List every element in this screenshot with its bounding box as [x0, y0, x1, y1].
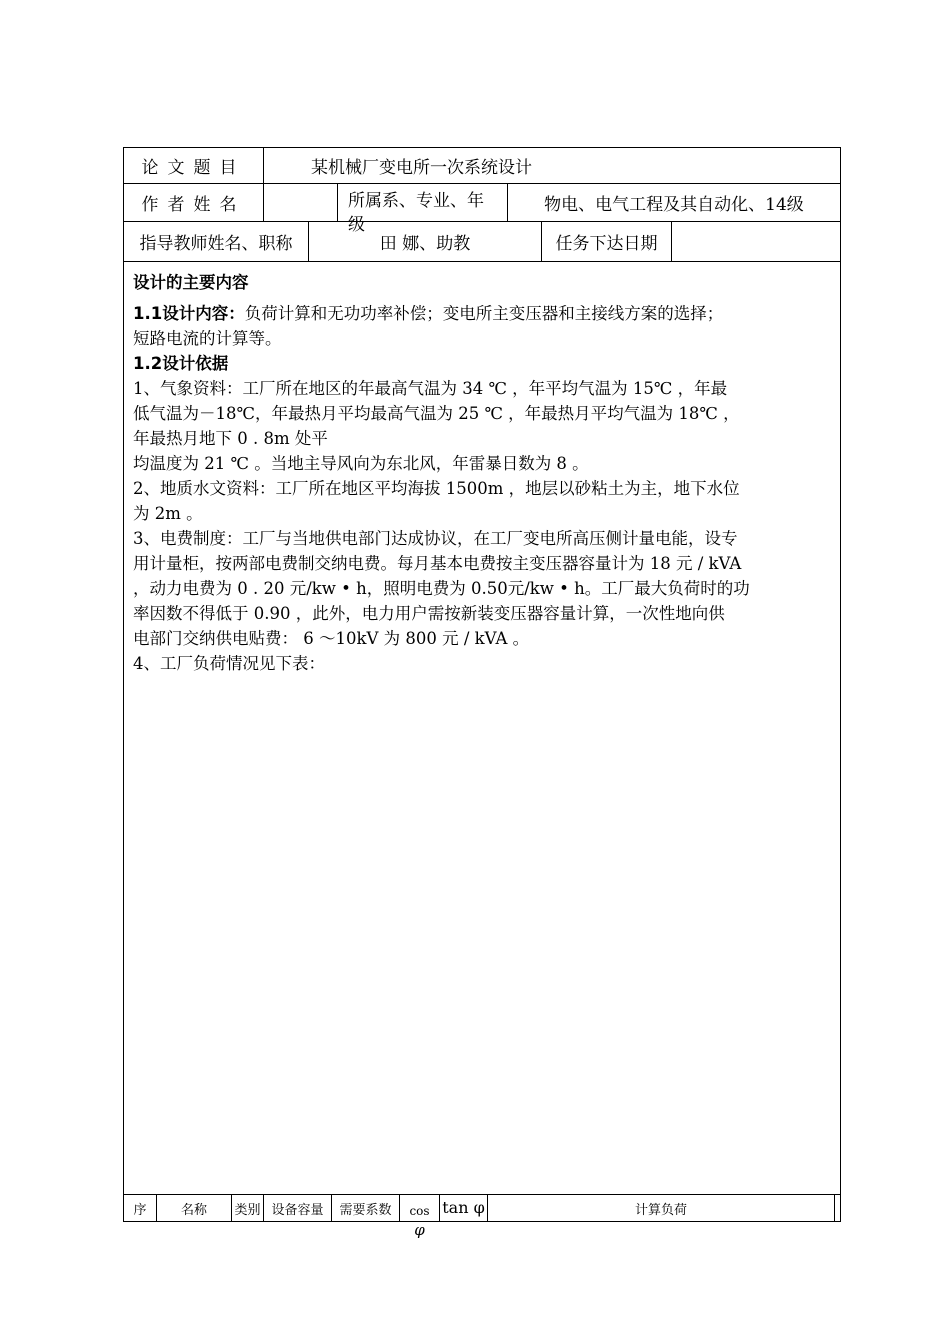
- dept-value-text: 物电、电气工程及其自动化、14级: [544, 195, 804, 215]
- climate-line-1: 1、气象资料：工厂所在地区的年最高气温为 34 ℃ ，年平均气温为 15℃ ，年最: [133, 379, 728, 398]
- load-col-capacity: [264, 1195, 331, 1221]
- load-col-demand-text: 需要系数: [339, 1202, 392, 1218]
- section-1-2-title: 1.2设计依据: [133, 354, 229, 373]
- geology-line-2: 为 2m 。: [133, 504, 203, 523]
- load-col-tan: [440, 1195, 487, 1219]
- advisor-label: [124, 222, 308, 261]
- geology-line-1: 2、地质水文资料：工厂所在地区平均海拔 1500m ，地层以砂粘土为主，地下水位: [133, 479, 740, 498]
- author-value: [264, 184, 337, 221]
- table-border-right: [840, 147, 841, 1222]
- author-label: [124, 184, 263, 221]
- load-col-demand: [332, 1195, 399, 1221]
- load-table-col-divider: [834, 1194, 835, 1221]
- tariff-line-2: 用计量柜，按两部电费制交纳电费。每月基本电费按主变压器容量计为 18 元 / kVA: [133, 554, 742, 573]
- table-row-divider: [123, 261, 841, 262]
- tariff-line-1: 3、电费制度：工厂与当地供电部门达成协议，在工厂变电所高压侧计量电能，设专: [133, 529, 738, 548]
- dept-label: [338, 184, 507, 235]
- load-col-capacity-text: 设备容量: [271, 1202, 324, 1218]
- load-col-cos-phi-text: φ: [414, 1221, 425, 1239]
- thesis-title-label-text: 论文题目: [141, 158, 246, 178]
- climate-line-3: 年最热月地下 0 . 8m 处平: [133, 429, 328, 448]
- load-intro-line: 4、工厂负荷情况见下表：: [133, 654, 325, 673]
- dept-value: [508, 184, 840, 221]
- load-col-seq: [124, 1195, 156, 1221]
- load-col-calc: [488, 1195, 834, 1221]
- load-col-cos-phi: [400, 1219, 439, 1241]
- load-col-name-text: 名称: [180, 1202, 207, 1218]
- date-label: [542, 222, 671, 261]
- content-heading: 设计的主要内容: [133, 273, 249, 292]
- tariff-line-3: ，动力电费为 0 . 20 元/kw • h，照明电费为 0.50元/kw • h。工厂最大负荷时的功: [133, 579, 750, 598]
- table-col-divider: [263, 147, 264, 183]
- thesis-title-label: [124, 148, 263, 183]
- section-1-1-text-cont: 短路电流的计算等。: [133, 329, 282, 348]
- advisor-value-text: 田 娜、助教: [379, 234, 471, 254]
- climate-line-2: 低气温为－18℃，年最热月平均最高气温为 25 ℃ ，年最热月平均气温为 18℃ ，: [133, 404, 740, 423]
- load-col-cos: [400, 1195, 439, 1221]
- design-content: [133, 270, 833, 676]
- load-col-seq-text: 序: [133, 1202, 147, 1218]
- tariff-line-4: 率因数不得低于 0.90 ，此外，电力用户需按新装变压器容量计算，一次性地向供: [133, 604, 725, 623]
- section-1-1-title: 1.1设计内容：: [133, 304, 245, 323]
- author-label-text: 作者姓名: [141, 195, 246, 215]
- advisor-value: [309, 222, 541, 261]
- load-col-type: [232, 1195, 263, 1221]
- advisor-label-text: 指导教师姓名、职称: [139, 234, 293, 254]
- section-1-1: [133, 301, 833, 326]
- load-col-name: [157, 1195, 231, 1221]
- date-label-text: 任务下达日期: [555, 234, 658, 254]
- load-col-calc-text: 计算负荷: [634, 1202, 687, 1218]
- load-col-tan-text: tan φ: [442, 1197, 485, 1217]
- section-1-1-text: 负荷计算和无功功率补偿；变电所主变压器和主接线方案的选择；: [244, 304, 724, 323]
- thesis-title-value: [311, 148, 811, 183]
- climate-line-4: 均温度为 21 ℃ 。当地主导风向为东北风，年雷暴日数为 8 。: [133, 454, 589, 473]
- dept-label-text: 所属系、专业、年级: [348, 191, 484, 235]
- table-border-left: [123, 147, 124, 1222]
- tariff-line-5: 电部门交纳供电贴费： 6 ～10kV 为 800 元 / kVA 。: [133, 629, 530, 648]
- load-col-type-text: 类别: [234, 1202, 261, 1218]
- load-col-cos-text: cos: [409, 1204, 430, 1218]
- thesis-title-value-text: 某机械厂变电所一次系统设计: [311, 158, 532, 178]
- load-table-header-bottom: [123, 1221, 841, 1222]
- date-value: [672, 222, 840, 261]
